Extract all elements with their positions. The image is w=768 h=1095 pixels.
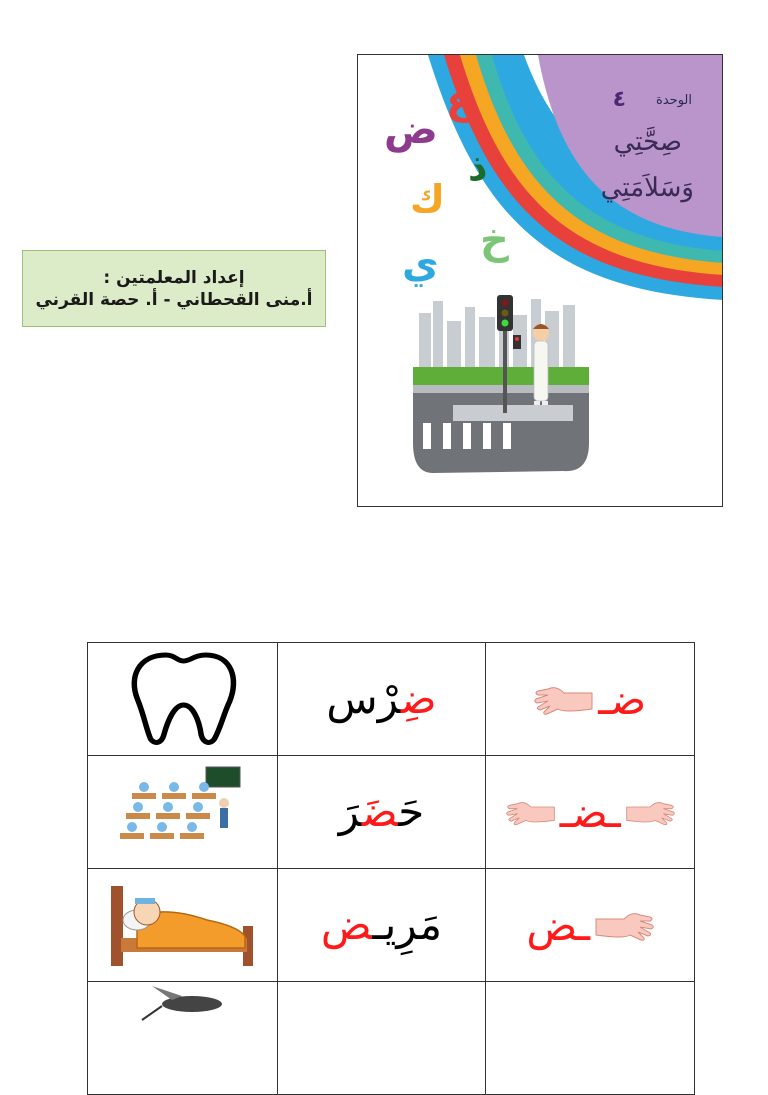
letter-cell [486, 756, 695, 869]
letter-form: ـض [526, 900, 591, 950]
word-start: حَ [398, 787, 425, 836]
table-row [88, 756, 695, 869]
unit-cover [357, 54, 723, 507]
author-box [22, 250, 326, 327]
hand-right-icon [625, 792, 675, 832]
letter-kha: خ [480, 217, 509, 263]
word-rest: رَ [338, 787, 362, 836]
picture-cell [88, 756, 278, 869]
letter-ain: ع [446, 77, 474, 123]
example-word [326, 674, 436, 723]
unit-label: الوحدة [656, 93, 692, 108]
word-cell [277, 756, 486, 869]
letter-cell [486, 643, 695, 756]
letter-thal: ذ [468, 145, 488, 189]
hand-right-icon [594, 905, 654, 945]
table-row [88, 643, 695, 756]
letter-word-table [87, 642, 695, 1095]
letter-ya: ي [402, 241, 439, 287]
classroom-icon [112, 763, 252, 858]
unit-title-line1: صِحَّتِي [613, 127, 682, 157]
street-crossing-illustration [413, 293, 589, 473]
letter-dad: ض [384, 107, 438, 153]
tooth-icon [112, 647, 252, 747]
hand-left-icon [506, 792, 556, 832]
letter-kaf: ك [410, 177, 445, 221]
word-start: مَرِيـ [372, 900, 443, 949]
table-row [88, 869, 695, 982]
word-cell [277, 869, 486, 982]
letter-cell [486, 869, 695, 982]
example-word [339, 787, 425, 836]
word-highlight: ضِ [400, 674, 437, 723]
word-cell [277, 982, 486, 1095]
word-rest: رْس [326, 674, 401, 723]
author-names: أ.منى القحطاني - أ. حصة القرني [35, 289, 313, 310]
author-heading: إعداد المعلمتين : [103, 267, 245, 288]
hand-left-icon [534, 679, 594, 719]
example-word [321, 900, 442, 949]
word-cell [277, 643, 486, 756]
sick-person-in-bed-icon [107, 876, 257, 971]
table-row [88, 982, 695, 1095]
picture-cell [88, 982, 278, 1095]
letter-form: ـضـ [559, 787, 621, 837]
unit-number: ٤ [612, 87, 626, 112]
picture-cell [88, 643, 278, 756]
letter-form: ضـ [598, 674, 647, 724]
word-highlight: ض [320, 900, 373, 949]
picture-cell [88, 869, 278, 982]
word-highlight: ضَ [361, 787, 399, 836]
mosquito-icon [112, 982, 252, 1022]
unit-title-line2: وَسَلاَمَتِي [600, 173, 694, 203]
letter-cell [486, 982, 695, 1095]
